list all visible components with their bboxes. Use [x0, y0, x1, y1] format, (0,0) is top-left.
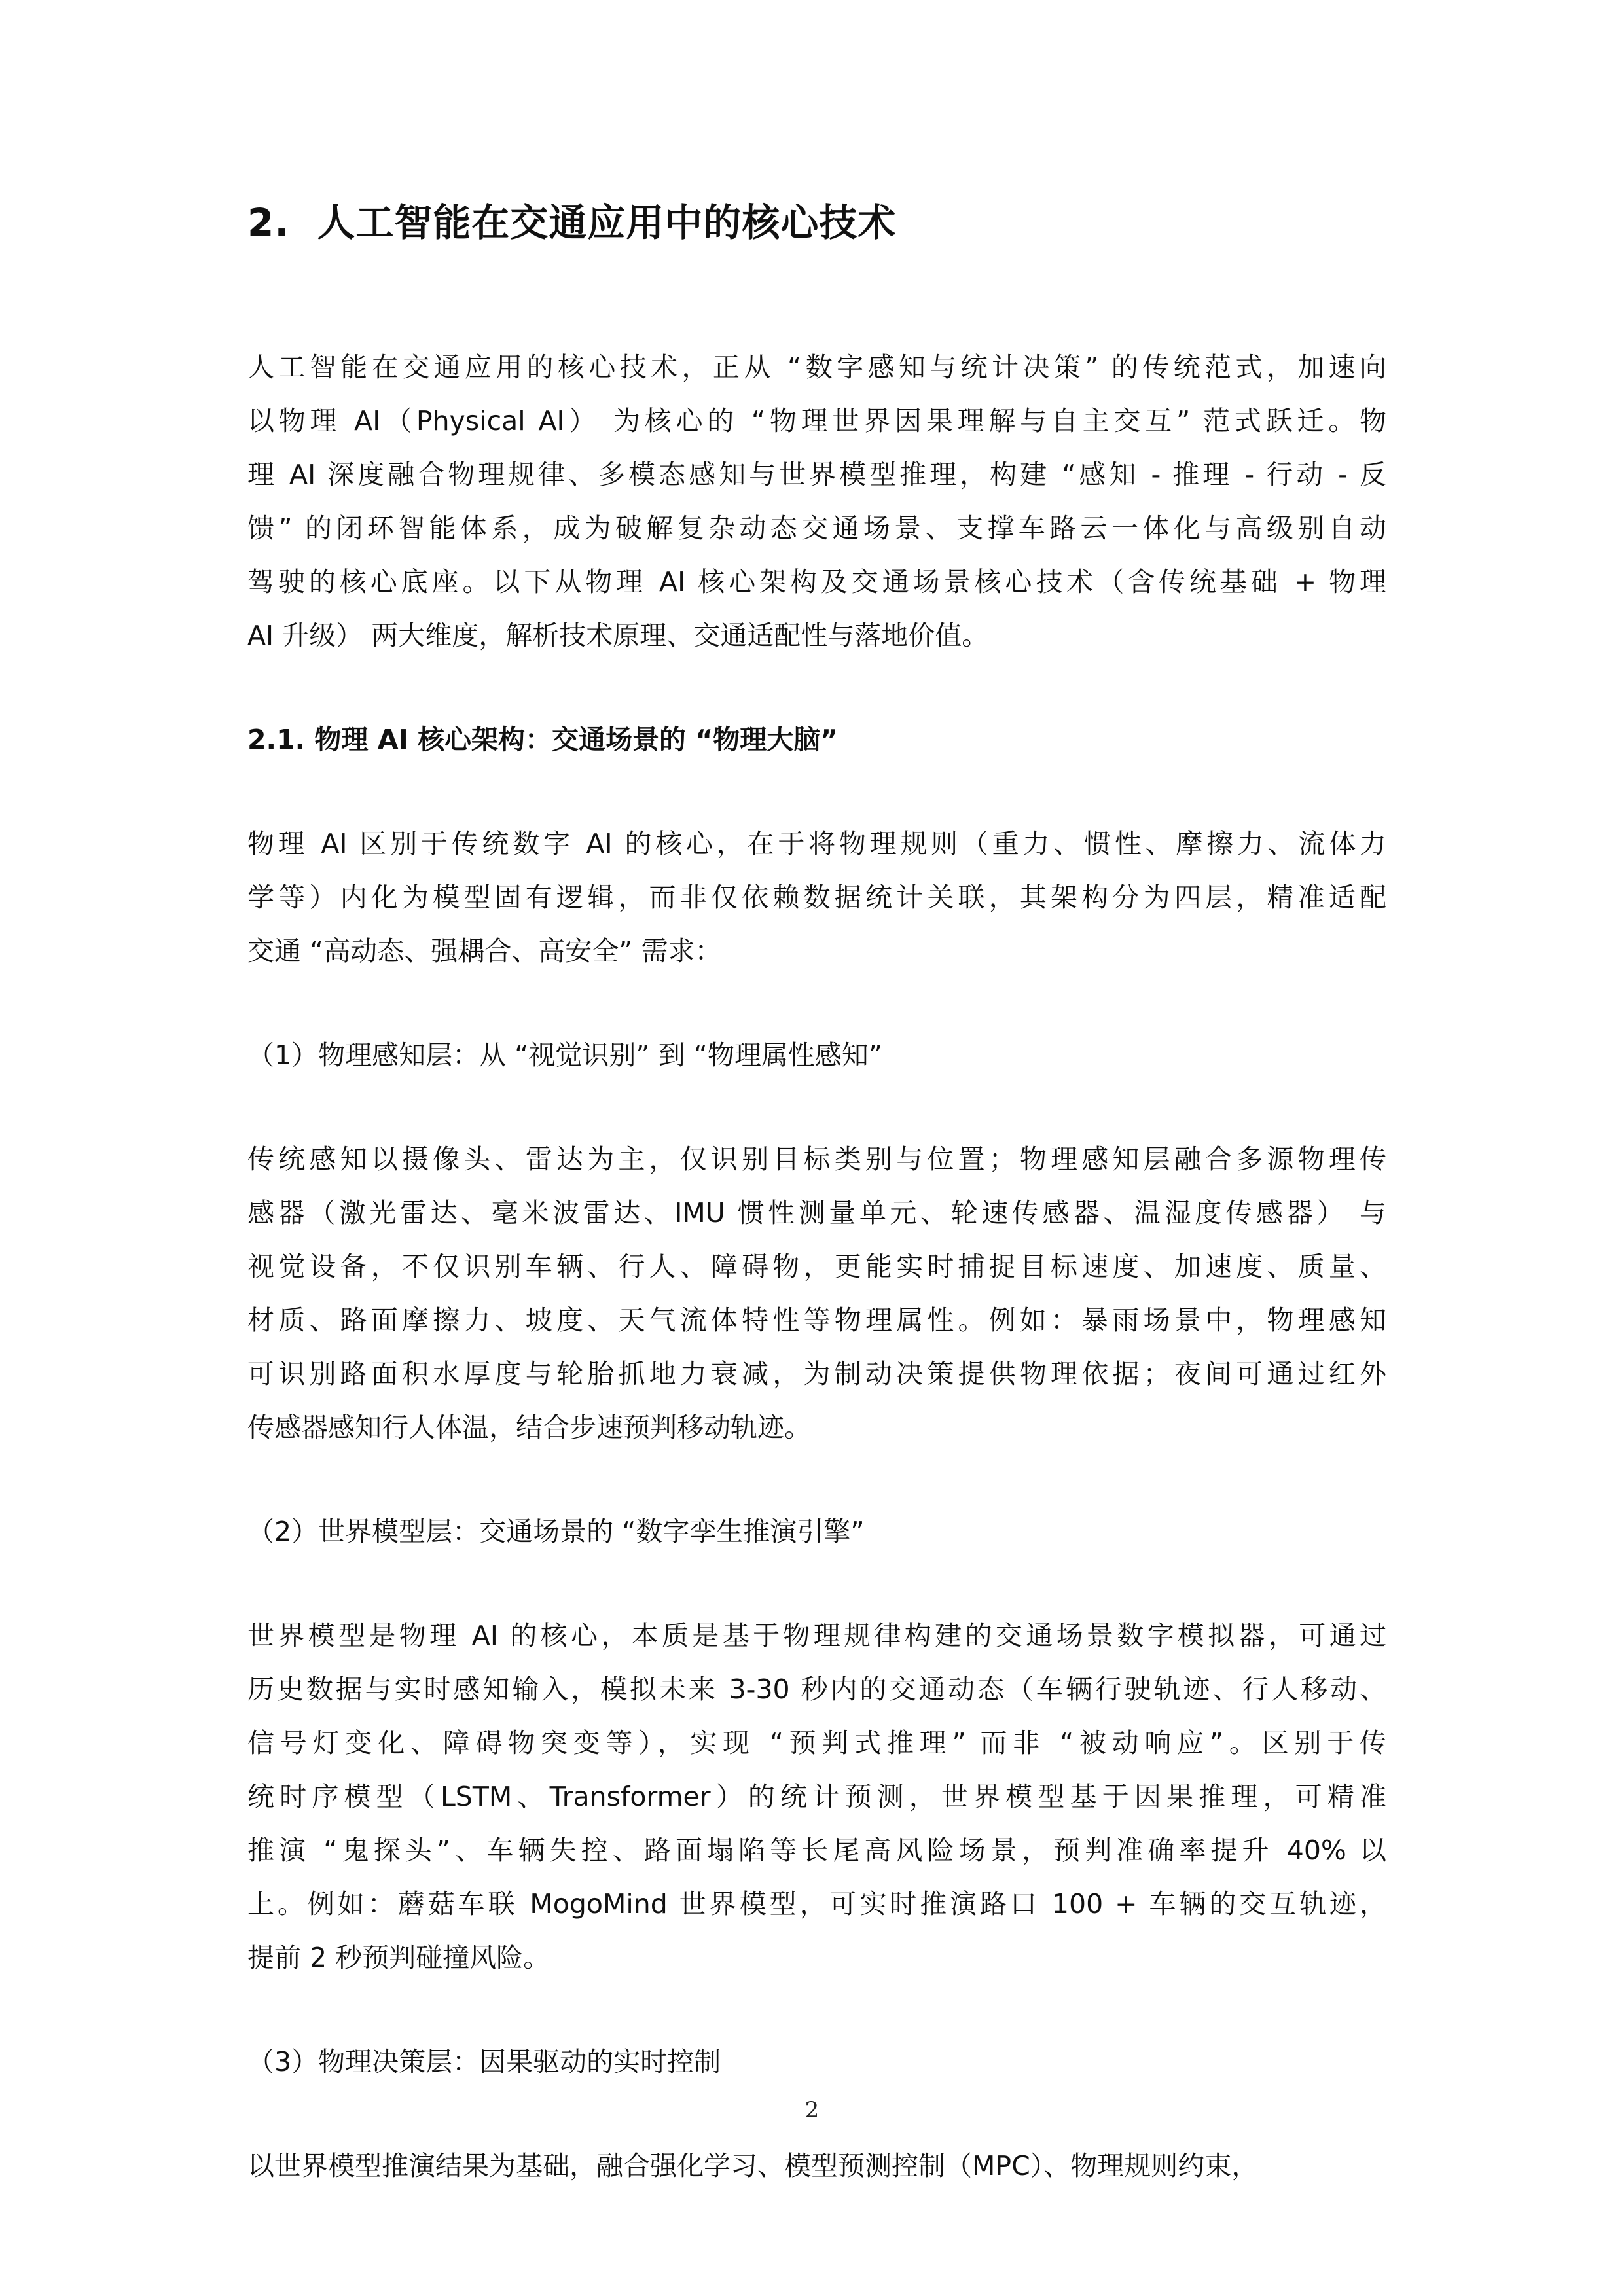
- paragraph-line: 统时序模型（LSTM、Transformer）的统计预测，世界模型基于因果推理，可精准: [247, 1781, 1386, 1812]
- paragraph-line: 上。例如：蘑菇车联 MogoMind 世界模型，可实时推演路口 100 + 车辆的交互轨迹，: [247, 1888, 1386, 1920]
- section-title: 人工智能在交通应用中的核心技术: [317, 200, 897, 245]
- paragraph-line: 传统感知以摄像头、雷达为主，仅识别目标类别与位置；物理感知层融合多源物理传: [247, 1143, 1386, 1175]
- paragraph-line: 交通 “高动态、强耦合、高安全” 需求：: [247, 935, 722, 967]
- paragraph-line: AI 升级） 两大维度，解析技术原理、交通适配性与落地价值。: [247, 620, 989, 651]
- layer-1-heading: （1）物理感知层：从 “视觉识别” 到 “物理属性感知”: [247, 1039, 883, 1071]
- section-number: 2.: [247, 200, 290, 245]
- layer-1-paragraph: [247, 1132, 1386, 1454]
- paragraph-line: 信号灯变化、障碍物突变等），实现 “预判式推理” 而非 “被动响应”。区别于传: [247, 1727, 1386, 1759]
- paragraph-line: 以世界模型推演结果为基础，融合强化学习、模型预测控制（MPC）、物理规则约束，: [247, 2150, 1259, 2181]
- intro-paragraph: [247, 340, 1386, 662]
- section-heading-2: [247, 196, 1386, 249]
- paragraph-line: 视觉设备，不仅识别车辆、行人、障碍物，更能实时捕捉目标速度、加速度、质量、: [247, 1251, 1386, 1282]
- layer-2-heading: （2）世界模型层：交通场景的 “数字孪生推演引擎”: [247, 1516, 865, 1547]
- subsection-heading-2-1: 2.1. 物理 AI 核心架构：交通场景的 “物理大脑”: [247, 724, 839, 755]
- paragraph-line: 材质、路面摩擦力、坡度、天气流体特性等物理属性。例如：暴雨场景中，物理感知: [247, 1304, 1386, 1336]
- architecture-paragraph: [247, 817, 1386, 978]
- paragraph-line: 理 AI 深度融合物理规律、多模态感知与世界模型推理，构建 “感知 - 推理 - 行动 - 反: [247, 459, 1386, 490]
- page-content: [247, 196, 1386, 2193]
- paragraph-line: 人工智能在交通应用的核心技术，正从 “数字感知与统计决策” 的传统范式，加速向: [247, 351, 1386, 383]
- paragraph-line: 世界模型是物理 AI 的核心，本质是基于物理规律构建的交通场景数字模拟器，可通过: [247, 1620, 1386, 1651]
- page-number: 2: [804, 2097, 820, 2123]
- layer-3-heading: （3）物理决策层：因果驱动的实时控制: [247, 2046, 721, 2077]
- paragraph-line: 物理 AI 区别于传统数字 AI 的核心，在于将物理规则（重力、惯性、摩擦力、流体力: [247, 828, 1386, 859]
- paragraph-line: 感器（激光雷达、毫米波雷达、IMU 惯性测量单元、轮速传感器、温湿度传感器） 与: [247, 1197, 1386, 1229]
- paragraph-line: 传感器感知行人体温，结合步速预判移动轨迹。: [247, 1412, 811, 1443]
- paragraph-line: 以物理 AI（Physical AI） 为核心的 “物理世界因果理解与自主交互” 范式跃迁。物: [247, 405, 1386, 437]
- layer-2-paragraph: [247, 1609, 1386, 1984]
- paragraph-line: 馈” 的闭环智能体系，成为破解复杂动态交通场景、支撑车路云一体化与高级别自动: [247, 512, 1386, 544]
- layer-3-paragraph: [247, 2139, 1386, 2193]
- paragraph-line: 可识别路面积水厚度与轮胎抓地力衰减，为制动决策提供物理依据；夜间可通过红外: [247, 1358, 1386, 1390]
- paragraph-line: 提前 2 秒预判碰撞风险。: [247, 1942, 550, 1973]
- paragraph-line: 推演 “鬼探头”、车辆失控、路面塌陷等长尾高风险场景，预判准确率提升 40% 以: [247, 1835, 1386, 1866]
- paragraph-line: 历史数据与实时感知输入，模拟未来 3-30 秒内的交通动态（车辆行驶轨迹、行人移动、: [247, 1674, 1386, 1705]
- paragraph-line: 学等）内化为模型固有逻辑，而非仅依赖数据统计关联，其架构分为四层，精准适配: [247, 882, 1386, 913]
- paragraph-line: 驾驶的核心底座。以下从物理 AI 核心架构及交通场景核心技术（含传统基础 + 物理: [247, 566, 1386, 598]
